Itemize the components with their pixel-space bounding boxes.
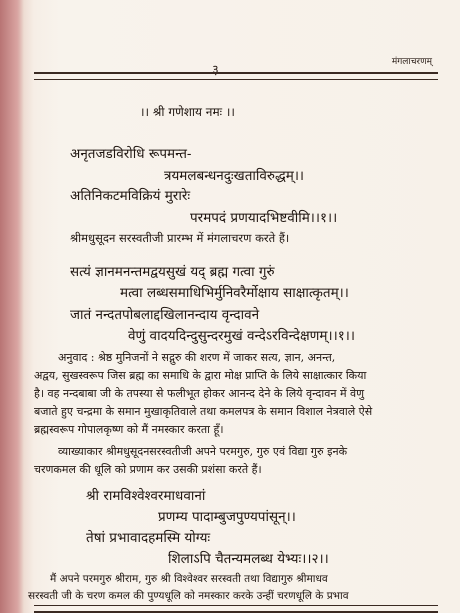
translation-line2: अद्वय, सुखस्वरूप जिस ब्रह्म का समाधि के द्वारा मोक्ष प्राप्ति के लिये साक्षात्कार किया xyxy=(34,369,367,382)
verse2-line2: मत्वा लब्धसमाधिभिर्मुनिवरैर्मोक्षाय साक्षात्कृतम्।। xyxy=(120,285,349,301)
page-binding-shadow xyxy=(0,0,24,613)
verse3-line4: शिलाऽपि चैतन्यमलब्ध येभ्यः।।२।। xyxy=(168,551,329,567)
verse1-line1: अनृतजडविरोधि रूपमन्त- xyxy=(70,146,192,162)
invocation: ।। श्री गणेशाय नमः ।। xyxy=(140,105,235,119)
footer-rule xyxy=(34,605,438,613)
verse3-line1: श्री रामविश्वेश्वरमाधवानां xyxy=(86,488,206,504)
verse3-line2: प्रणम्य पादाम्बुजपुण्यपांसून्।। xyxy=(158,509,296,525)
translation-line5: ब्रह्मस्वरूप गोपालकृष्ण को मैं नमस्कार करता हूँ। xyxy=(34,423,224,436)
closing-line1: मैं अपने परमगुरु श्रीराम, गुरु श्री विश्वेश्वर सरस्वती तथा विद्यागुरु श्रीमाधव xyxy=(50,573,328,585)
verse3-line3: तेषां प्रभावादहमस्मि योग्यः xyxy=(86,530,211,546)
explanation-line2: चरणकमल की धूलि को प्रणाम कर उसकी प्रशंसा करते हैं। xyxy=(34,463,262,476)
page-number: ३ xyxy=(212,63,219,78)
translation-line4: बजाते हुए चन्द्रमा के समान मुखाकृतिवाले तथा कमलपत्र के समान विशाल नेत्रवाले ऐसे xyxy=(34,405,373,418)
verse1-line4: परमपदं प्रणयादभिष्टवीमि।।१।। xyxy=(190,210,338,226)
verse2-line3: जातं नन्दतपोबलाद्दखिलानन्दाय वृन्दावने xyxy=(70,307,260,323)
translation-line3: है। वह नन्दबाबा जी के तपस्या से फलीभूत होकर आनन्द देने के लिये वृन्दावन में वेणु xyxy=(34,387,365,400)
verse2-line1: सत्यं ज्ञानमनन्तमद्वयसुखं यद् ब्रह्म गत्वा गुरुं xyxy=(70,264,275,280)
header-rule xyxy=(34,72,438,80)
verse2-line4: वेणुं वादयदिन्दुसुन्दरमुखं वन्देऽरविन्देक्षणम्।।१।। xyxy=(128,328,355,344)
closing-line2: सरस्वती जी के चरण कमल की पुण्यधूलि को नमस्कार करके उन्हीं चरणधूलि के प्रभाव xyxy=(28,590,349,602)
explanation-line1: व्याख्याकार श्रीमधुसूदनसरस्वतीजी अपने परमगुरु, गुरु एवं विद्या गुरु इनके xyxy=(58,445,348,458)
verse1-line3: अतिनिकटमविक्रियं मुरारेः xyxy=(70,188,191,204)
commentary-intro: श्रीमधुसूदन सरस्वतीजी प्रारम्भ में मंगलाचरण करते हैं। xyxy=(70,231,290,245)
header-title: मंगलाचरणम् xyxy=(391,57,432,67)
translation-line1: अनुवाद : श्रेष्ठ मुनिजनों ने सद्गुरु की शरण में जाकर सत्य, ज्ञान, अनन्त, xyxy=(58,351,336,364)
verse1-line2: त्रयमलबन्धनदुःखताविरुद्धम्।। xyxy=(164,168,305,184)
